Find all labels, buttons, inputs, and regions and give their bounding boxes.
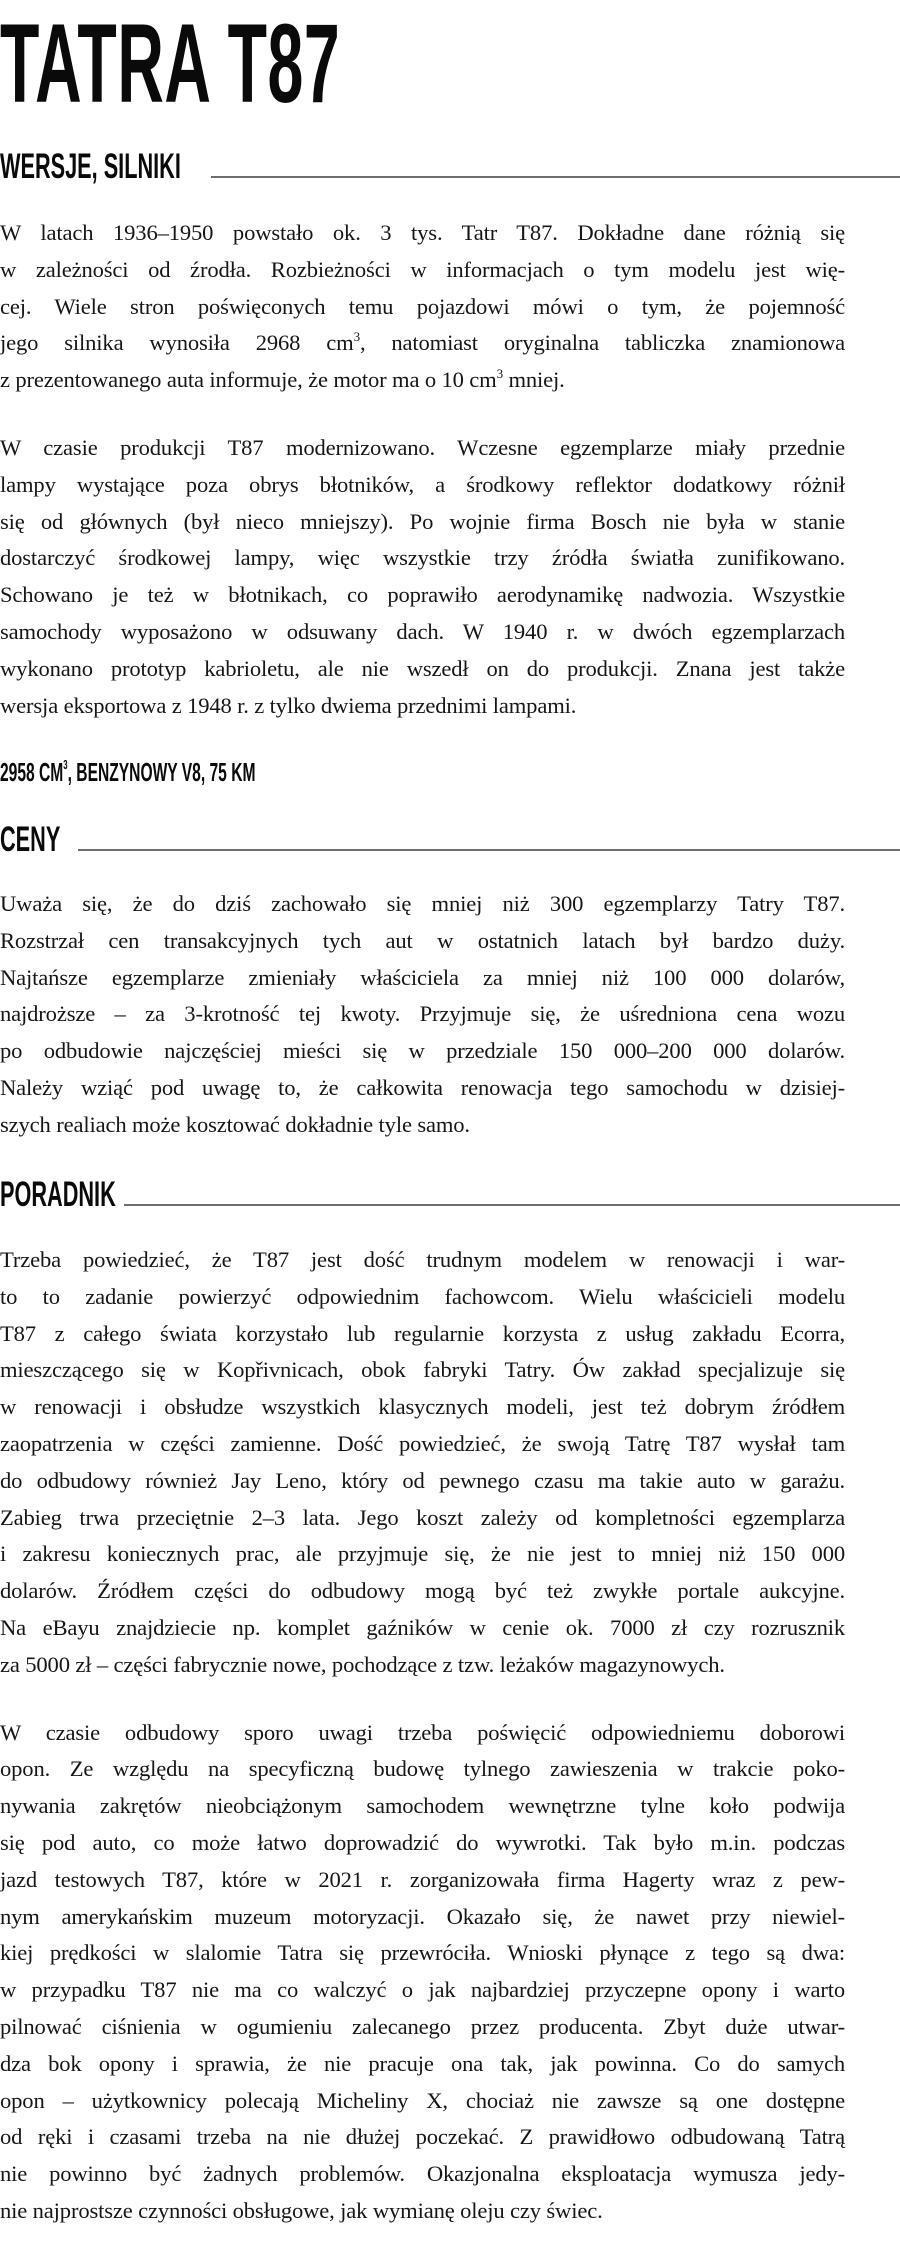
specs-rest: , BENZYNOWY V8, 75 KM — [67, 757, 256, 787]
text-line: w przypadku T87 nie ma co walczyć o jak najbardziej przyczepne opony i warto — [0, 1977, 845, 2003]
text-line: wykonano prototyp kabrioletu, ale nie wszedł on do produkcji. Znana jest także — [0, 655, 845, 681]
section-divider — [124, 1204, 900, 1206]
text-line: samochody wyposażono w odsuwany dach. W 1940 r. w dwóch egzemplarzach — [0, 618, 845, 644]
section-heading-label: CENY — [0, 820, 61, 859]
text-line: się pod auto, co może łatwo doprowadzić do wywrotki. Tak było m.in. podczas — [0, 1829, 845, 1855]
specs-displacement: 2958 CM — [0, 757, 64, 787]
section-divider — [211, 176, 900, 178]
text-line: od ręki i czasami trzeba na nie dłużej poczekać. Z prawidłowo odbudowaną Tatrą — [0, 2124, 845, 2150]
section-body-poradnik — [0, 1242, 845, 2230]
text-line: to to zadanie powierzyć odpowiednim fachowcom. Wielu właścicieli modelu — [0, 1283, 845, 1309]
text-line: jazd testowych T87, które w 2021 r. zorganizowała firma Hagerty wraz z pew- — [0, 1866, 845, 1892]
text-line: do odbudowy również Jay Leno, który od pewnego czasu ma takie auto w garażu. — [0, 1467, 845, 1493]
text-line: dostarczyć środkowej lampy, więc wszystkie trzy źródła światła zunifikowano. — [0, 545, 845, 571]
section-body-ceny — [0, 886, 845, 1144]
text-line: po odbudowie najczęściej mieści się w przedziale 150 000–200 000 dolarów. — [0, 1038, 845, 1064]
text-line: się od głównych (był nieco mniejszy). Po wojnie firma Bosch nie była w stanie — [0, 508, 845, 534]
text-line: nywania zakrętów nieobciążonym samochodem wewnętrzne tylne koło podwija — [0, 1793, 845, 1819]
text-line: Należy wziąć pod uwagę to, że całkowita renowacja tego samochodu w dzisiej- — [0, 1074, 845, 1100]
text-line: nie najprostsze czynności obsługowe, jak wymianę oleju czy świec. — [0, 2197, 603, 2223]
section-body-wersje — [0, 215, 845, 724]
section-heading-wersje — [0, 147, 900, 187]
superscript: 3 — [496, 366, 503, 382]
text-line: pilnować ciśnienia w ogumieniu zalecanego przez producenta. Zbyt duże utwar- — [0, 2013, 845, 2039]
text-line: cej. Wiele stron poświęconych temu pojazdowi mówi o tym, że pojemność — [0, 293, 845, 319]
text-line: najdroższe – za 3-krotność tej kwoty. Przyjmuje się, że uśredniona cena wozu — [0, 1001, 845, 1027]
section-heading-label: PORADNIK — [0, 1175, 116, 1214]
text-line: dolarów. Źródłem części do odbudowy mogą być też zwykłe portale aukcyjne. — [0, 1578, 845, 1604]
text-line: nym amerykańskim muzeum motoryzacji. Okazało się, że nawet przy niewiel- — [0, 1903, 845, 1929]
section-heading-label: WERSJE, SILNIKI — [0, 147, 181, 186]
text-line: kiej prędkości w slalomie Tatra się przewróciła. Wnioski płynące z tego są dwa: — [0, 1940, 845, 1966]
section-divider — [78, 849, 900, 851]
paragraph — [0, 430, 845, 724]
text-line: opon. Ze względu na specyficzną budowę tylnego zawieszenia w trakcie poko- — [0, 1756, 845, 1782]
article-title: TATRA T87 — [0, 1, 341, 126]
text-line: opon – użytkownicy polecają Micheliny X, chociaż nie zawsze są one dostępne — [0, 2087, 845, 2113]
text-line: w renowacji i obsłudze wszystkich klasycznych modeli, jest też dobrym źródłem — [0, 1394, 845, 1420]
text-line: lampy wystające poza obrys błotników, a środkowy reflektor dodatkowy różnił — [0, 471, 845, 497]
text-line: Schowano je też w błotnikach, co poprawiło aerodynamikę nadwozia. Wszystkie — [0, 582, 845, 608]
specs-superscript: 3 — [63, 757, 68, 772]
text-line: W czasie produkcji T87 modernizowano. Wczesne egzemplarze miały przednie — [0, 434, 845, 460]
text-line: z prezentowanego auta informuje, że motor ma o 10 $cm^3$ mniej. — [0, 366, 565, 393]
paragraph — [0, 215, 845, 399]
text-line: mieszczącego się w Kopřivnicach, obok fabryki Tatry. Ów zakład specjalizuje się — [0, 1357, 845, 1383]
text-line: W latach 1936–1950 powstało ok. 3 tys. Tatr T87. Dokładne dane różnią się — [0, 220, 845, 245]
paragraph — [0, 1242, 845, 1684]
text-line: dza bok opony i sprawia, że nie pracuje ona tak, jak powinna. Co do samych — [0, 2050, 845, 2076]
superscript: 3 — [353, 329, 360, 345]
text-line: wersja eksportowa z 1948 r. z tylko dwiema przednimi lampami. — [0, 692, 577, 718]
text-line: Zabieg trwa przeciętnie 2–3 lata. Jego koszt zależy od kompletności egzemplarza — [0, 1504, 845, 1530]
engine-specs — [0, 757, 255, 787]
text-line: w zależności od źrodła. Rozbieżności w informacjach o tym modelu jest wię- — [0, 256, 845, 282]
text-line: T87 z całego świata korzystało lub regularnie korzysta z usług zakładu Ecorra, — [0, 1320, 845, 1346]
text-line: W czasie odbudowy sporo uwagi trzeba poświęcić odpowiedniemu doborowi — [0, 1719, 845, 1745]
text-line: szych realiach może kosztować dokładnie tyle samo. — [0, 1111, 470, 1137]
section-heading-poradnik — [0, 1175, 900, 1215]
paragraph — [0, 1715, 845, 2230]
text-line: jego silnika wynosiła 2968 $cm^3$, natomiast oryginalna tabliczka znamionowa — [0, 329, 845, 356]
text-line: nie powinno być żadnych problemów. Okazjonalna eksploatacja wymusza jedy- — [0, 2161, 845, 2187]
text-line: Uważa się, że do dziś zachowało się mniej niż 300 egzemplarzy Tatry T87. — [0, 891, 845, 916]
section-heading-ceny — [0, 820, 900, 860]
text-line: Rozstrzał cen transakcyjnych tych aut w ostatnich latach był bardzo duży. — [0, 927, 845, 953]
text-line: za 5000 zł – części fabrycznie nowe, pochodzące z tzw. leżaków magazynowych. — [0, 1651, 725, 1677]
paragraph — [0, 886, 845, 1144]
text-line: i zakresu koniecznych prac, ale przyjmuje się, że nie jest to mniej niż 150 000 — [0, 1541, 845, 1567]
text-line: Na eBayu znajdziecie np. komplet gaźników w cenie ok. 7000 zł czy rozrusznik — [0, 1614, 845, 1640]
text-line: Najtańsze egzemplarze zmieniały właściciela za mniej niż 100 000 dolarów, — [0, 964, 845, 990]
text-line: zaopatrzenia w części zamienne. Dość powiedzieć, że swoją Tatrę T87 wysłał tam — [0, 1430, 845, 1456]
text-line: Trzeba powiedzieć, że T87 jest dość trudnym modelem w renowacji i war- — [0, 1247, 845, 1272]
